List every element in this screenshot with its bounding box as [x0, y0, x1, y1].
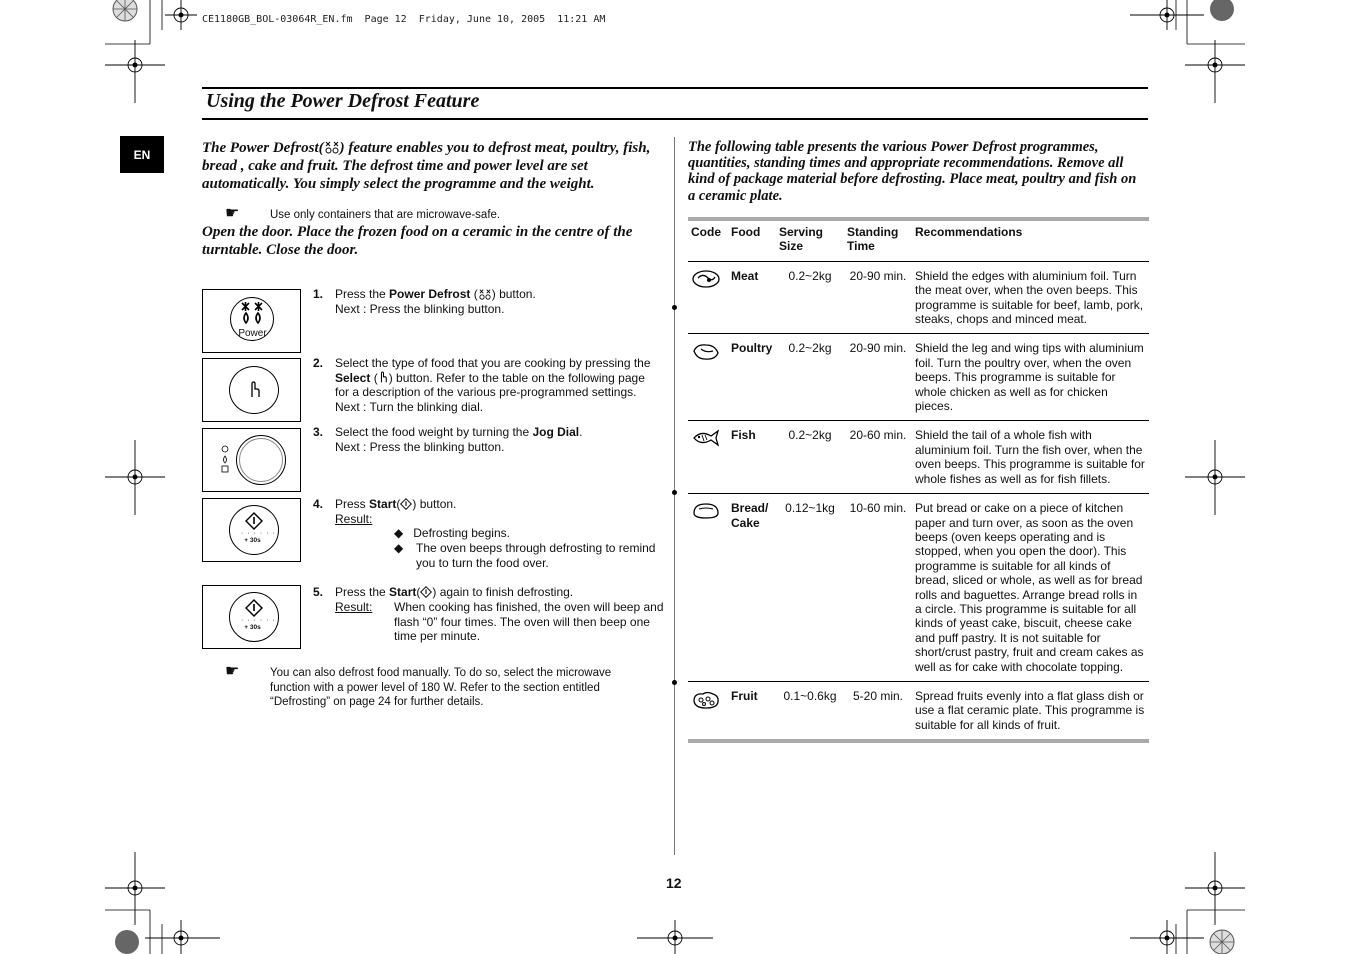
defrost-table	[688, 217, 1149, 743]
table-row: Fruit 0.1~0.6kg 5-20 min. Spread fruits evenly into a flat glass dish or use a flat ceramic plate. This programme is suitable for all kinds of fruit.	[688, 681, 1149, 741]
indicator-icons	[220, 445, 230, 475]
pointing-hand-icon: ☛	[225, 663, 240, 680]
meat-icon	[691, 269, 721, 289]
col-code: Code	[688, 219, 728, 261]
start-icon	[400, 498, 412, 510]
intro-part2: ) feature enables you to defrost meat, poultry, fish, bread , cake and fruit. The defrost time and power level are set automatically. You simply select the programme and the weight.	[202, 140, 651, 192]
start-button-image-2: · · · · · · + 30s	[202, 585, 301, 649]
step-3-text: Select the food weight by turning the Jog Dial. Next : Press the blinking button.	[335, 425, 583, 454]
margin-dot	[672, 680, 677, 685]
fish-icon	[691, 428, 721, 448]
table-row: Fish 0.2~2kg 20-60 min. Shield the tail of a whole fish with aluminium foil. Turn the fish over, when the oven beeps. This programme is suitable for whole fishes as well as for fish fillets.	[688, 421, 1149, 494]
step-1-number: 1.	[313, 287, 324, 301]
file-header: CE1180GB_BOL-03064R_EN.fm Page 12 Friday, June 10, 2005 11:21 AM	[202, 14, 606, 25]
intro-paragraph	[202, 139, 662, 193]
power-button-image	[202, 289, 301, 353]
step-1-text: Press the Power Defrost ( ) button. Next : Press the blinking button.	[335, 287, 536, 316]
step-5-text: Press the Start( ) again to finish defrosting. Result:	[335, 585, 574, 614]
language-tab: EN	[120, 136, 164, 173]
start-icon	[245, 512, 263, 530]
jog-dial-image	[202, 428, 301, 492]
fruit-icon	[691, 689, 721, 711]
start-icon	[245, 599, 263, 617]
plus-30s-label: + 30s	[244, 624, 261, 631]
intro-part1: The Power Defrost(	[202, 140, 324, 156]
column-separator	[674, 137, 675, 855]
title-top-rule	[202, 87, 1148, 89]
note-manual-defrost: You can also defrost food manually. To do so, select the microwave function with a power level of 180 W. Refer to the section entitled “Defrosting” on page 24 for further details.	[270, 667, 612, 708]
hand-select-icon	[378, 371, 389, 384]
bread-icon	[691, 501, 721, 521]
defrost-icon	[239, 301, 265, 325]
margin-dot	[672, 490, 677, 495]
page-title: Using the Power Defrost Feature	[206, 90, 480, 112]
step-2-number: 2.	[313, 356, 324, 370]
table-header-row	[688, 219, 1149, 261]
defrost-icon	[324, 140, 340, 154]
col-recommendations: Recommendations	[912, 219, 1149, 261]
title-bottom-rule	[202, 118, 1148, 120]
hand-select-icon	[247, 381, 263, 399]
power-label: Power	[238, 328, 267, 339]
table-intro: The following table presents the various Power Defrost programmes, quantities, standing times and appropriate recommendations. Remove all kind of package material before defrosting. Place meat, poultry and fish on a ceramic plate.	[688, 139, 1137, 204]
table-row: Poultry 0.2~2kg 20-90 min. Shield the leg and wing tips with aluminium foil. Turn the poultry over, when the oven beeps. This programme is suitable for whole chicken as well as for chicken pieces.	[688, 334, 1149, 421]
start-icon	[420, 586, 432, 598]
margin-dot	[672, 305, 677, 310]
select-button-image	[202, 358, 301, 422]
step-4-number: 4.	[313, 497, 324, 511]
table-row: Bread/ Cake 0.12~1kg 10-60 min. Put bread or cake on a piece of kitchen paper and turn over, as soon as the oven beeps (oven keeps operating and is stopped, when you open the door). This programme is suitable for all kinds of bread, sliced or whole, as well as for bread rolls and baguettes. Arrange bread rolls in a circle. This programme is suitable for all kinds of yeast cake, biscuit, cheese cake and puff pastry. It is not suitable for short/crust pastry, fruit and cream cakes as well as for cake with chocolate topping.	[688, 494, 1149, 682]
step-4-bullet-1: ◆ Defrosting begins.	[394, 526, 510, 540]
step-5-number: 5.	[313, 585, 324, 599]
note-microwave-safe: Use only containers that are microwave-safe.	[270, 209, 501, 221]
col-food: Food	[728, 219, 776, 261]
col-standing: Standing Time	[844, 219, 912, 261]
page-number: 12	[666, 875, 682, 891]
result-label: Result:	[335, 599, 373, 614]
defrost-icon	[478, 288, 492, 300]
col-serving: Serving Size	[776, 219, 844, 261]
result-label: Result:	[335, 511, 373, 526]
table-row: Meat 0.2~2kg 20-90 min. Shield the edges with aluminium foil. Turn the meat over, when the oven beeps. This programme is suitable for beef, lamb, pork, steaks, chops and minced meat.	[688, 261, 1149, 334]
poultry-icon	[691, 341, 721, 363]
step-5-result: When cooking has finished, the oven will beep and flash “0” four times. The oven will then beep one time per minute.	[394, 600, 664, 644]
step-4-bullet-2: ◆ The oven beeps through defrosting to remind you to turn the food over.	[394, 541, 656, 570]
step-4-text: Press Start( ) button. Result:	[335, 497, 457, 526]
step-3-number: 3.	[313, 425, 324, 439]
pointing-hand-icon: ☛	[225, 205, 240, 222]
door-instruction: Open the door. Place the frozen food on a ceramic in the centre of the turntable. Close the door.	[202, 224, 633, 258]
plus-30s-label: + 30s	[244, 537, 261, 544]
start-button-image: · · · · · · + 30s	[202, 498, 301, 562]
step-2-text: Select the type of food that you are cooking by pressing the Select ( ) button. Refer to the table on the following page for a description of the various pre-programmed settings. Next : Turn the blinking dial.	[335, 356, 651, 414]
